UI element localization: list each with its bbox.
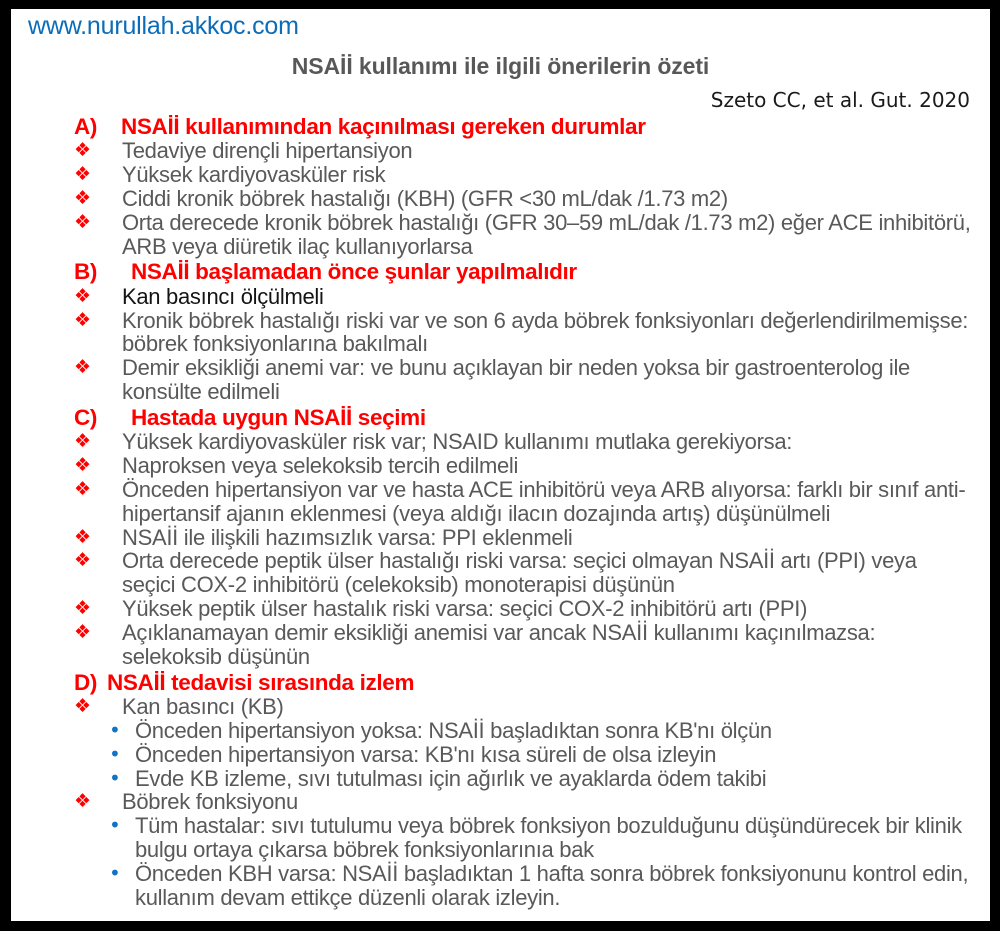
list-item bbox=[11, 309, 990, 357]
list-item-text: Orta derecede peptik ülser hastalığı riski varsa: seçici olmayan NSAİİ artı (PPI) veya seçici COX-2 inhibitörü (celekoksib) monoterapisi düşünün bbox=[122, 548, 917, 598]
diamond-bullet-icon: ❖ bbox=[74, 186, 91, 209]
list-item-text: Kan basıncı ölçülmeli bbox=[122, 283, 324, 309]
section-letter-b: B) bbox=[74, 259, 98, 285]
diamond-bullet-icon: ❖ bbox=[74, 454, 91, 477]
list-item bbox=[11, 139, 990, 163]
list-item bbox=[11, 211, 990, 259]
diamond-bullet-icon: ❖ bbox=[74, 549, 91, 572]
list-item-text: Yüksek kardiyovasküler risk bbox=[122, 162, 386, 188]
section-heading-a bbox=[11, 114, 990, 139]
citation-reference: Szeto CC, et al. Gut. 2020 bbox=[710, 88, 970, 112]
list-item-text: Önceden hipertansiyon var ve hasta ACE inhibitörü veya ARB alıyorsa: farklı bir sınıf anti-hipertansif ajanın eklenmesi (veya aldığı ilacın dozajında artış) düşünülmeli bbox=[122, 476, 966, 526]
dot-bullet-icon: • bbox=[109, 860, 121, 885]
dot-bullet-icon: • bbox=[109, 765, 121, 790]
list-item-text: Naproksen veya selekoksib tercih edilmeli bbox=[122, 453, 519, 479]
diamond-bullet-icon: ❖ bbox=[74, 790, 91, 813]
diamond-bullet-icon: ❖ bbox=[74, 621, 91, 644]
sub-list-item-text: Önceden hipertansiyon yoksa: NSAİİ başladıktan sonra KB'nı ölçün bbox=[135, 717, 772, 743]
list-item bbox=[11, 597, 990, 621]
diamond-bullet-icon: ❖ bbox=[74, 525, 91, 548]
section-heading-b bbox=[11, 259, 990, 284]
list-item-text: Orta derecede kronik böbrek hastalığı (GFR 30–59 mL/dak /1.73 m2) eğer ACE inhibitörü, ARB veya diüretik ilaç kullanıyorlarsa bbox=[122, 209, 971, 259]
list-item bbox=[11, 285, 990, 309]
diamond-bullet-icon: ❖ bbox=[74, 163, 91, 186]
dot-bullet-icon: • bbox=[109, 813, 121, 838]
list-item bbox=[11, 187, 990, 211]
section-letter-d: D) bbox=[74, 669, 98, 695]
section-heading-c bbox=[11, 405, 990, 430]
section-title-c: Hastada uygun NSAİİ seçimi bbox=[131, 404, 426, 430]
list-item bbox=[11, 790, 990, 814]
diamond-bullet-icon: ❖ bbox=[74, 430, 91, 453]
list-item bbox=[11, 356, 990, 404]
sub-list-item-text: Evde KB izleme, sıvı tutulması için ağırlık ve ayaklarda ödem takibi bbox=[135, 765, 767, 791]
sub-list-item bbox=[11, 743, 990, 767]
section-letter-c: C) bbox=[74, 404, 98, 430]
sub-list-item-text: Önceden KBH varsa: NSAİİ başladıktan 1 hafta sonra böbrek fonksiyonunu kontrol edin, kullanım devam ettikçe düzenli olarak izleyin. bbox=[135, 860, 969, 910]
dot-bullet-icon: • bbox=[109, 741, 121, 766]
list-item-text: Kronik böbrek hastalığı riski var ve son 6 ayda böbrek fonksiyonları değerlendirilmemişse: böbrek fonksiyonlarına bakılmalı bbox=[122, 307, 969, 357]
list-item-text: Tedaviye dirençli hipertansiyon bbox=[122, 138, 413, 164]
diamond-bullet-icon: ❖ bbox=[74, 308, 91, 331]
sub-list-item-text: Önceden hipertansiyon varsa: KB'nı kısa süreli de olsa izleyin bbox=[135, 741, 717, 767]
diamond-bullet-icon: ❖ bbox=[74, 694, 91, 717]
list-item-text: Böbrek fonksiyonu bbox=[122, 789, 298, 815]
list-item-text: Kan basıncı (KB) bbox=[122, 693, 284, 719]
diamond-bullet-icon: ❖ bbox=[74, 597, 91, 620]
list-item bbox=[11, 526, 990, 550]
list-item-text: Açıklanamayan demir eksikliği anemisi var ancak NSAİİ kullanımı kaçınılmazsa: selekoksib düşünün bbox=[122, 620, 876, 669]
list-item bbox=[11, 430, 990, 454]
list-item bbox=[11, 163, 990, 187]
diamond-bullet-icon: ❖ bbox=[74, 139, 91, 162]
list-item bbox=[11, 549, 990, 597]
section-title-a: NSAİİ kullanımından kaçınılması gereken durumlar bbox=[121, 114, 646, 139]
sub-list-item bbox=[11, 862, 990, 910]
sub-list-item-text: Tüm hastalar: sıvı tutulumu veya böbrek fonksiyon bozulduğunu düşündürecek bir klinik bulgu ortaya çıkarsa böbrek fonksiyonlarınıa bak bbox=[135, 813, 962, 863]
site-watermark-url: www.nurullah.akkoc.com bbox=[28, 12, 299, 40]
dot-bullet-icon: • bbox=[109, 717, 121, 742]
section-heading-d bbox=[11, 670, 990, 695]
slide-canvas bbox=[11, 9, 990, 921]
list-item bbox=[11, 478, 990, 526]
page-title: NSAİİ kullanımı ile ilgili önerilerin özeti bbox=[291, 53, 710, 79]
sub-list-item bbox=[11, 767, 990, 791]
list-item bbox=[11, 621, 990, 669]
section-letter-a: A) bbox=[74, 114, 98, 139]
sub-list-item bbox=[11, 814, 990, 862]
section-title-d: NSAİİ tedavisi sırasında izlem bbox=[107, 669, 415, 695]
recommendations-body bbox=[11, 110, 990, 910]
list-item bbox=[11, 695, 990, 719]
diamond-bullet-icon: ❖ bbox=[74, 356, 91, 379]
section-title-b: NSAİİ başlamadan önce şunlar yapılmalıdır bbox=[131, 259, 577, 285]
sub-list-item bbox=[11, 719, 990, 743]
list-item-text: Ciddi kronik böbrek hastalığı (KBH) (GFR <30 mL/dak /1.73 m2) bbox=[122, 185, 728, 211]
list-item-text: Demir eksikliği anemi var: ve bunu açıklayan bir neden yoksa bir gastroenterolog ile konsülte edilmeli bbox=[122, 355, 910, 405]
list-item-text: Yüksek kardiyovasküler risk var; NSAID kullanımı mutlaka gerekiyorsa: bbox=[122, 429, 793, 455]
diamond-bullet-icon: ❖ bbox=[74, 210, 91, 233]
list-item-text: NSAİİ ile ilişkili hazımsızlık varsa: PPI eklenmeli bbox=[122, 524, 573, 550]
list-item-text: Yüksek peptik ülser hastalık riski varsa: seçici COX-2 inhibitörü artı (PPI) bbox=[122, 596, 808, 622]
diamond-bullet-icon: ❖ bbox=[74, 477, 91, 500]
diamond-bullet-icon: ❖ bbox=[74, 284, 91, 307]
list-item bbox=[11, 454, 990, 478]
